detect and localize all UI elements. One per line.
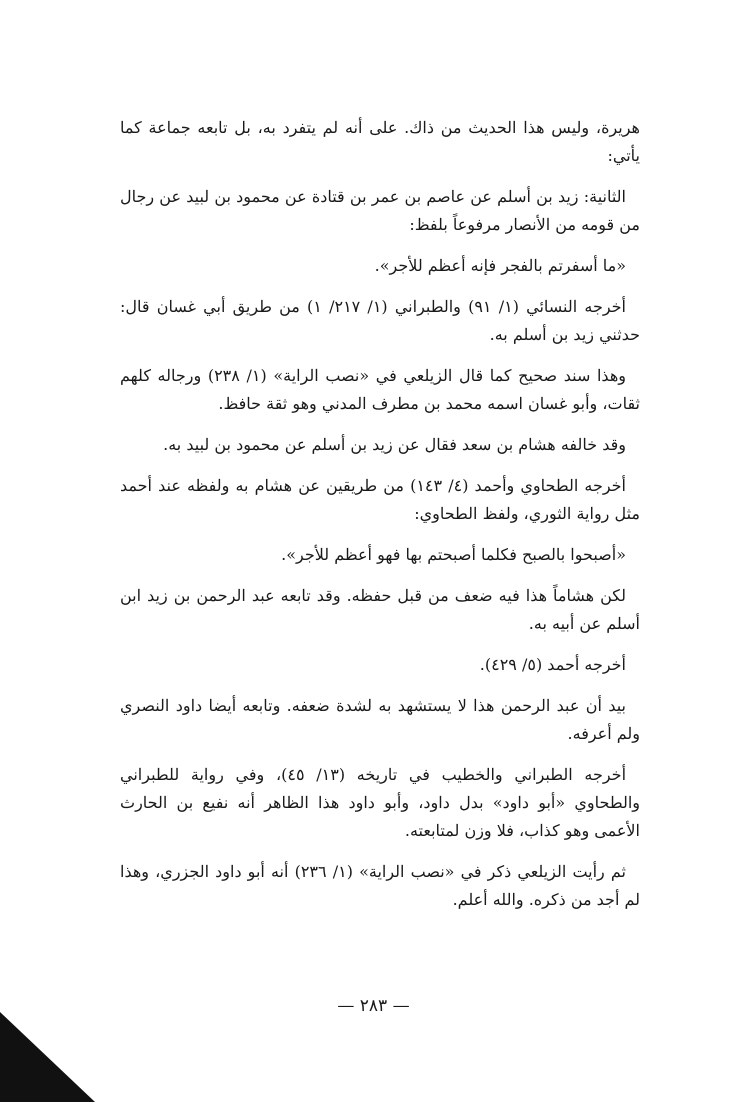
paragraph-takhrij-3: أخرجه أحمد (٥/ ٤٢٩).: [479, 655, 626, 674]
paragraph-second-route: الثانية: زيد بن أسلم عن عاصم بن عمر بن قتادة عن محمود بن لبيد عن رجال من قومه من الأنصار مرفوعاً بلفظ:: [120, 187, 640, 234]
paragraph-takhrij-2: أخرجه الطحاوي وأحمد (٤/ ١٤٣) من طريقين عن هشام به ولفظه عند أحمد مثل رواية الثوري، ولفظ الطحاوي:: [120, 476, 640, 523]
hadith-quote-2: «أصبحوا بالصبح فكلما أصبحتم بها فهو أعظم للأجر».: [281, 545, 626, 564]
corner-mark: [0, 1012, 95, 1102]
paragraph-conclusion: ثم رأيت الزيلعي ذكر في «نصب الراية» (١/ ٢٣٦) أنه أبو داود الجزري، وهذا لم أجد من ذكره. والله أعلم.: [120, 862, 640, 909]
paragraph-takhrij-1: أخرجه النسائي (١/ ٩١) والطبراني (١/ ٢١٧/ ١) من طريق أبي غسان قال: حدثني زيد بن أسلم به.: [120, 297, 640, 344]
paragraph-grading-1: وهذا سند صحيح كما قال الزيلعي في «نصب الراية» (١/ ٢٣٨) ورجاله كلهم ثقات، وأبو غسان اسمه محمد بن مطرف المدني وهو ثقة حافظ.: [120, 366, 640, 413]
page-number: — ٢٨٣ —: [337, 996, 410, 1016]
hadith-quote-1: «ما أسفرتم بالفجر فإنه أعظم للأجر».: [374, 256, 626, 275]
body-text: [120, 114, 640, 927]
paragraph-weakness-1: لكن هشاماً هذا فيه ضعف من قبل حفظه. وقد تابعه عبد الرحمن بن زيد ابن أسلم عن أبيه به.: [120, 586, 640, 633]
paragraph-takhrij-4: أخرجه الطبراني والخطيب في تاريخه (١٣/ ٤٥)، وفي رواية للطبراني والطحاوي «أبو داود» بدل داود، وأبو داود هذا الظاهر أنه نفيع بن الحارث الأعمى وهو كذاب، فلا وزن لمتابعته.: [120, 765, 640, 840]
paragraph-continuation: هريرة، وليس هذا الحديث من ذاك. على أنه لم يتفرد به، بل تابعه جماعة كما يأتي:: [120, 118, 640, 165]
paragraph-hisham: وقد خالفه هشام بن سعد فقال عن زيد بن أسلم عن محمود بن لبيد به.: [163, 435, 626, 454]
paragraph-weakness-2: بيد أن عبد الرحمن هذا لا يستشهد به لشدة ضعفه. وتابعه أيضا داود النصري ولم أعرفه.: [120, 696, 640, 743]
